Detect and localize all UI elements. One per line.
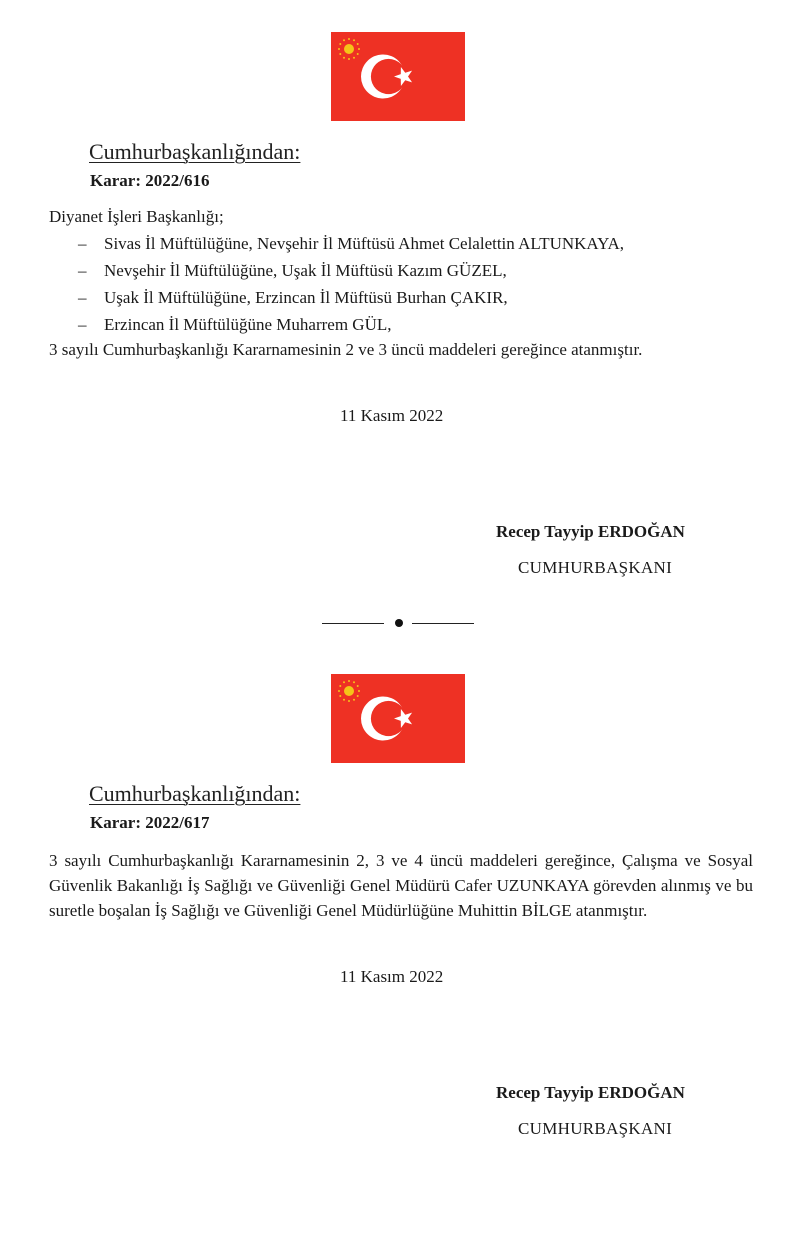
decision-number: Karar: 2022/617 bbox=[90, 813, 210, 832]
signer-name: Recep Tayyip ERDOĞAN bbox=[496, 1083, 685, 1102]
decision-date: 11 Kasım 2022 bbox=[340, 406, 444, 425]
issuer-heading: Cumhurbaşkanlığından: bbox=[89, 781, 301, 806]
separator-line bbox=[322, 623, 384, 624]
decision-intro: Diyanet İşleri Başkanlığı; bbox=[49, 207, 224, 226]
signer-title: CUMHURBAŞKANI bbox=[518, 558, 673, 577]
turkish-presidential-flag-icon bbox=[331, 674, 465, 763]
decision-number: Karar: 2022/616 bbox=[90, 171, 210, 190]
appointment-list-item: – Uşak İl Müftülüğüne, Erzincan İl Müftüsü Burhan ÇAKIR, bbox=[78, 288, 508, 307]
turkish-presidential-flag-icon bbox=[331, 32, 465, 121]
appointment-list-item: – Nevşehir İl Müftülüğüne, Uşak İl Müftüsü Kazım GÜZEL, bbox=[78, 261, 507, 280]
appointment-list-item: – Erzincan İl Müftülüğüne Muharrem GÜL, bbox=[78, 315, 392, 334]
list-dash: – bbox=[78, 288, 87, 307]
list-dash: – bbox=[78, 315, 87, 334]
list-dash: – bbox=[78, 234, 87, 253]
list-dash: – bbox=[78, 261, 87, 280]
section-separator bbox=[322, 620, 476, 624]
signer-name: Recep Tayyip ERDOĞAN bbox=[496, 522, 685, 541]
issuer-heading: Cumhurbaşkanlığından: bbox=[89, 139, 301, 164]
signer-title: CUMHURBAŞKANI bbox=[518, 1119, 673, 1138]
separator-dot bbox=[395, 619, 403, 627]
appointment-list-item: – Sivas İl Müftülüğüne, Nevşehir İl Müftüsü Ahmet Celalettin ALTUNKAYA, bbox=[78, 234, 625, 253]
decision-date: 11 Kasım 2022 bbox=[340, 967, 444, 986]
decision-paragraph: 3 sayılı Cumhurbaşkanlığı Kararnamesinin 2, 3 ve 4 üncü maddeleri gereğince, Çalışma ve Sosyal Güvenlik Bakanlığı İş Sağlığı ve Güvenliği Genel Müdürü Cafer UZUNKAYA görevden alınmış ve bu suretle boşalan İş Sağlığı ve Güvenliği Genel Müdürlüğüne Muhittin BİLGE atanmıştır. bbox=[49, 851, 753, 920]
separator-line bbox=[412, 623, 474, 624]
decision-closing: 3 sayılı Cumhurbaşkanlığı Kararnamesinin 2 ve 3 üncü maddeleri gereğince atanmıştır. bbox=[49, 340, 643, 359]
